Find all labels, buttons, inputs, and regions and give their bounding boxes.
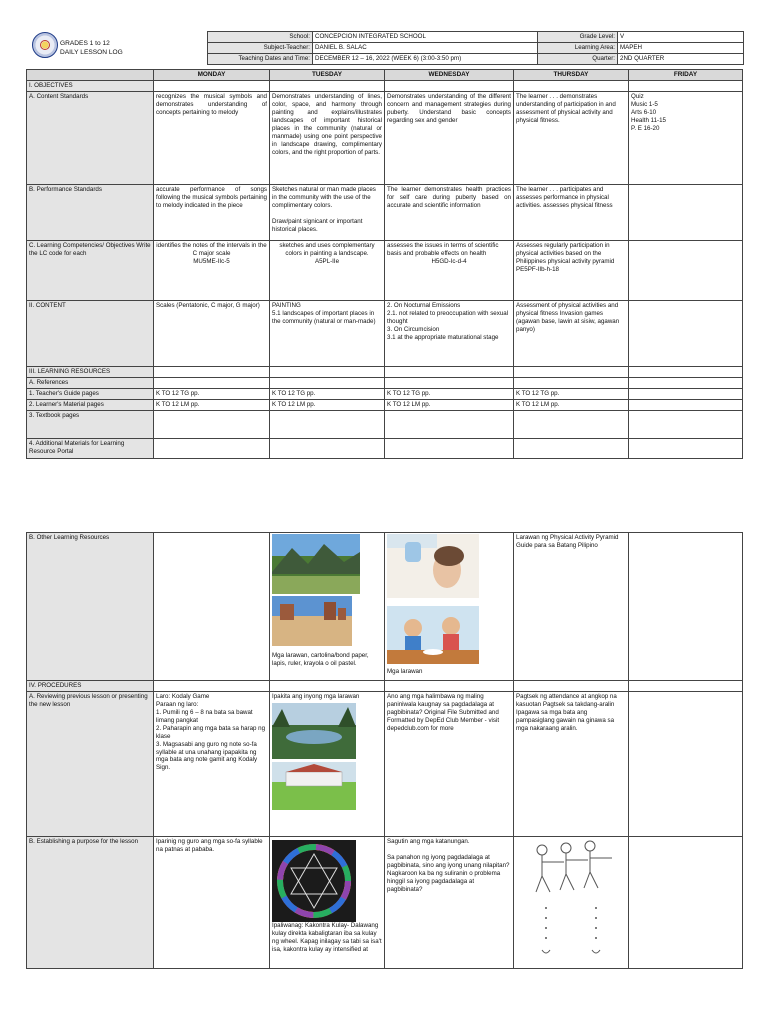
competencies-wednesday-text: assesses the issues in terms of scientific basis and probable effects on health	[387, 242, 499, 258]
area-label: Learning Area:	[538, 42, 618, 53]
other-resources-thursday: Larawan ng Physical Activity Pyramid Guide para sa Batang Pilipino	[514, 533, 629, 681]
competencies-thursday	[514, 241, 629, 301]
lesson-log-table-page2	[26, 532, 743, 969]
competencies-tuesday-code: A5PL-IIe	[314, 258, 340, 265]
day-header-blank	[27, 70, 154, 81]
content-standards-monday: recognizes the musical symbols and demonstrates understanding of concepts pertaining to melody	[154, 92, 270, 185]
resources-section-label: III. LEARNING RESOURCES	[27, 367, 154, 378]
children-eating-image	[387, 606, 479, 664]
purpose-monday: Iparinig ng guro ang mga so-fa syllable na patnas at pababa.	[154, 836, 270, 968]
competencies-monday-code: MU5ME-IIc-5	[193, 258, 230, 265]
other-resources-wednesday-caption: Mga larawan	[387, 668, 423, 675]
competencies-tuesday-text: sketches and uses complementary colors in painting a landscape.	[279, 242, 375, 258]
other-resources-tuesday-caption: Mga larawan, cartolina/bond paper, lapis, ruler, krayola o oil pastel.	[272, 652, 369, 667]
content-standards-wednesday: Demonstrates understanding of the different concern and management strategies during puberty. Understand basic concepts regarding sex and gender	[385, 92, 514, 185]
performance-standards-friday	[629, 185, 743, 241]
competencies-monday-text: identifies the notes of the intervals in the C major scale	[156, 242, 267, 258]
reviewing-tuesday-text: Ipakita ang inyong mga larawan	[272, 692, 360, 700]
performance-standards-wednesday: The learner demonstrates health practices for self care during puberty based on accurate and scientific information	[385, 185, 514, 241]
competencies-monday	[154, 241, 270, 301]
references-label: A. References	[27, 378, 154, 389]
dates-value: DECEMBER 12 – 16, 2022 (WEEK 6) (3:00-3:50 pm)	[313, 53, 538, 64]
deped-seal-logo	[32, 32, 58, 58]
additional-materials-label: 4. Additional Materials for Learning Resource Portal	[27, 438, 154, 458]
lesson-log-table-page1	[26, 69, 743, 459]
content-tuesday-title: PAINTING	[272, 302, 301, 310]
performance-standards-label: B. Performance Standards	[27, 185, 154, 241]
competencies-wednesday-code: H5GD-Ic-d-4	[431, 258, 467, 265]
day-header-friday: FRIDAY	[629, 70, 743, 81]
competencies-wednesday	[385, 241, 514, 301]
procedures-section-label: IV. PROCEDURES	[27, 681, 154, 692]
reviewing-tuesday	[270, 691, 385, 836]
reviewing-thursday: Pagtsek ng attendance at angkop na kasuotan Pagtsek sa takdang-aralin Ipagawa sa mga bata ang pampasiglang gawain na ginawa sa mga nakaraang aralin.	[514, 691, 629, 836]
content-thursday: Assessment of physical activities and physical fitness Invasion games (agawan base, lawin at sisiw, agawan panyo)	[514, 301, 629, 367]
tg-thursday: K TO 12 TG pp.	[514, 389, 629, 400]
reviewing-monday: Laro: Kodaly Game Paraan ng laro: 1. Pumili ng 6 – 8 na bata sa bawat limang pangkat 2. Paharapin ang mga bata sa harap ng klase 3. Magsasabi ang guro ng note so-fa syllable at una unahang ipapakita ng mga bata ang note gamit ang Kodaly Sign.	[154, 691, 270, 836]
other-resources-tuesday	[270, 533, 385, 681]
purpose-tuesday	[270, 836, 385, 968]
dates-label: Teaching Dates and Time:	[208, 53, 313, 64]
tg-tuesday: K TO 12 TG pp.	[270, 389, 385, 400]
objectives-section-label: I. OBJECTIVES	[27, 81, 154, 92]
teacher-label: Subject-Teacher:	[208, 42, 313, 53]
tg-wednesday: K TO 12 TG pp.	[385, 389, 514, 400]
purpose-thursday	[514, 836, 629, 968]
competencies-thursday-code: PE5PF-IIb-h-18	[516, 265, 559, 273]
grade-value: V	[618, 32, 744, 43]
quarter-value: 2ND QUARTER	[618, 53, 744, 64]
day-header-thursday: THURSDAY	[514, 70, 629, 81]
competencies-friday	[629, 241, 743, 301]
quarter-label: Quarter:	[538, 53, 618, 64]
teachers-guide-label: 1. Teacher's Guide pages	[27, 389, 154, 400]
header-info-table	[207, 31, 744, 65]
performance-standards-tuesday: Sketches natural or man made places in the community with the use of the complimentary colors. Draw/paint signicant or important historical places.	[270, 185, 385, 241]
exercise-figures-image	[524, 840, 624, 958]
desert-landscape-image	[272, 596, 352, 646]
content-monday: Scales (Pentatonic, C major, G major)	[154, 301, 270, 367]
day-header-wednesday: WEDNESDAY	[385, 70, 514, 81]
learners-material-label: 2. Learner's Material pages	[27, 399, 154, 410]
textbook-label: 3. Textbook pages	[27, 410, 154, 438]
lm-thursday: K TO 12 LM pp.	[514, 399, 629, 410]
content-tuesday	[270, 301, 385, 367]
school-value: CONCEPCION INTEGRATED SCHOOL	[313, 32, 538, 43]
content-standards-friday: Quiz Music 1-5 Arts 6-10 Health 11-15 P. E 16-20	[629, 92, 743, 185]
content-friday	[629, 301, 743, 367]
color-wheel-image	[272, 840, 356, 922]
log-title-line1: GRADES 1 to 12	[60, 40, 110, 47]
purpose-tuesday-text: Ipaliwanag: Kakontra Kulay- Dalawang kulay direkta kabaligtaran iba sa kulay ng wheel. Kapag inilagay sa tabi sa isa't isa, kakontra kulay ay intensified at	[272, 921, 382, 953]
log-title	[60, 40, 123, 58]
grade-label: Grade Level:	[538, 32, 618, 43]
school-label: School:	[208, 32, 313, 43]
day-header-tuesday: TUESDAY	[270, 70, 385, 81]
reviewing-label: A. Reviewing previous lesson or presenting the new lesson	[27, 691, 154, 836]
competencies-label: C. Learning Competencies/ Objectives Write the LC code for each	[27, 241, 154, 301]
content-wednesday: 2. On Nocturnal Emissions 2.1. not related to preoccupation with sexual thought 3. On Circumcision 3.1 at the appropriate maturational stage	[385, 301, 514, 367]
teacher-value: DANIEL B. SALAC	[313, 42, 538, 53]
competencies-thursday-text: Assesses regularly participation in physical activities based on the Philippines physical activity pyramid	[516, 242, 615, 265]
content-section-label: II. CONTENT	[27, 301, 154, 367]
performance-standards-thursday: The learner . . . participates and assesses performance in physical activities. assesses physical fitness	[514, 185, 629, 241]
day-header-monday: MONDAY	[154, 70, 270, 81]
performance-standards-monday: accurate performance of songs following the musical symbols pertaining to melody indicated in the piece	[154, 185, 270, 241]
woman-bathing-image	[387, 534, 479, 598]
area-value: MAPEH	[618, 42, 744, 53]
content-tuesday-text: 5.1 landscapes of important places in the community (natural or man-made)	[272, 310, 376, 325]
mountain-landscape-image	[272, 534, 360, 594]
content-standards-label: A. Content Standards	[27, 92, 154, 185]
competencies-tuesday	[270, 241, 385, 301]
lm-monday: K TO 12 LM pp.	[154, 399, 270, 410]
tg-monday: K TO 12 TG pp.	[154, 389, 270, 400]
other-resources-wednesday	[385, 533, 514, 681]
purpose-wednesday: Sagutin ang mga katanungan. Sa panahon ng iyong pagdadalaga at pagbibinata, sino ang iyong unang nilapitan? Nagkaroon ka ba ng suliranin o problema hinggil sa iyong pagdadalaga at pagbibinata?	[385, 836, 514, 968]
log-title-line2: DAILY LESSON LOG	[60, 48, 123, 56]
lake-landscape-image	[272, 703, 356, 759]
content-standards-tuesday: Demonstrates understanding of lines, color, space, and harmony through painting and explains/illustrates landscapes of important historical places in the community (natural or manmade) using one point perspective in landscape drawing, complimentary colors, and the right proportion of parts.	[270, 92, 385, 185]
purpose-label: B. Establishing a purpose for the lesson	[27, 836, 154, 968]
lm-wednesday: K TO 12 LM pp.	[385, 399, 514, 410]
lm-tuesday: K TO 12 LM pp.	[270, 399, 385, 410]
building-landscape-image	[272, 762, 356, 810]
content-standards-thursday: The learner . . . demonstrates understanding of participation in and assessment of physical activity and physical fitness.	[514, 92, 629, 185]
reviewing-wednesday: Ano ang mga halimbawa ng maling paniniwala kaugnay sa pagdadalaga at pagbibinata? Original File Submitted and Formatted by DepEd Club Member - visit depedclub.com for more	[385, 691, 514, 836]
other-resources-label: B. Other Learning Resources	[27, 533, 154, 681]
